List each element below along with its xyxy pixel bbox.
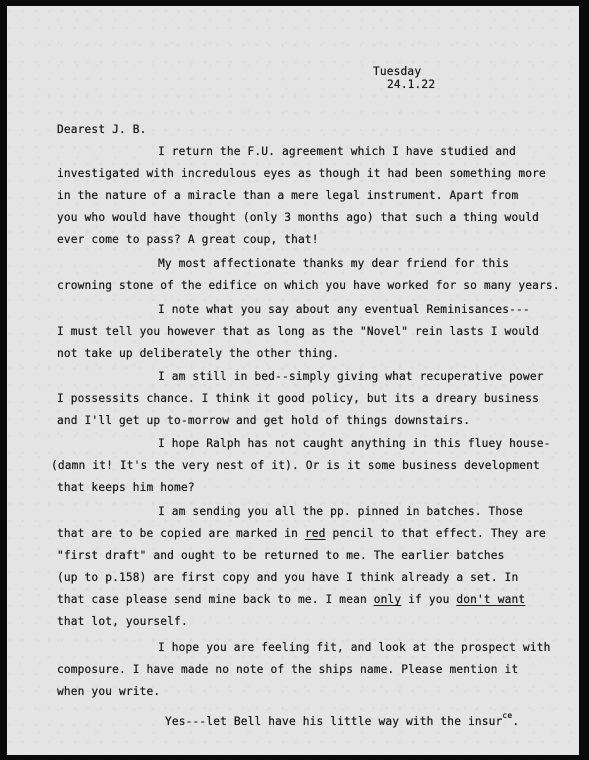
text-line-last: Yes---let Bell have his little way with the insur$^{ce}$. bbox=[165, 711, 520, 728]
date: 24.1.22 bbox=[387, 78, 436, 91]
text-line: investigated with incredulous eyes as though it had been something more bbox=[57, 167, 546, 180]
letter-page bbox=[7, 6, 579, 755]
text-line: when you write. bbox=[57, 685, 161, 698]
text-line: I must tell you however that as long as the "Novel" rein lasts I would bbox=[57, 325, 539, 338]
text-line: I am still in bed--simply giving what recuperative power bbox=[158, 370, 544, 383]
text-line: that lot, yourself. bbox=[57, 615, 188, 628]
text-line: I possessits chance. I think it good policy, but its a dreary business bbox=[57, 392, 539, 405]
text-line: I return the F.U. agreement which I have studied and bbox=[158, 145, 517, 158]
text-line: (damn it! It's the very nest of it). Or is it some business development bbox=[51, 459, 540, 472]
text-line: not take up deliberately the other thing. bbox=[57, 347, 340, 360]
underlined-dont-want: don't want bbox=[456, 593, 526, 606]
text-line: I hope Ralph has not caught anything in this fluey house- bbox=[158, 437, 551, 450]
salutation: Dearest J. B. bbox=[57, 123, 147, 136]
text-line: ever come to pass? A great coup, that! bbox=[57, 233, 319, 246]
text-line: (up to p.158) are first copy and you have I think already a set. In bbox=[57, 571, 519, 584]
text-line-red: that are to be copied are marked in red pencil to that effect. They are bbox=[57, 527, 546, 540]
text-line: in the nature of a miracle than a mere legal instrument. Apart from bbox=[57, 189, 519, 202]
superscript-ce: ce bbox=[502, 711, 513, 720]
text-line: My most affectionate thanks my dear friend for this bbox=[158, 257, 510, 270]
text-line: you who would have thought (only 3 months ago) that such a thing would bbox=[57, 211, 539, 224]
text-line: and I'll get up to-morrow and get hold of things downstairs. bbox=[57, 414, 471, 427]
date-day: Tuesday bbox=[373, 65, 422, 78]
text-line: composure. I have made no note of the ships name. Please mention it bbox=[57, 663, 519, 676]
text-line: I note what you say about any eventual Reminisances--- bbox=[158, 303, 530, 316]
underlined-red: red bbox=[304, 527, 326, 540]
text-line: I am sending you all the pp. pinned in batches. Those bbox=[158, 505, 523, 518]
text-line: crowning stone of the edifice on which you have worked for so many years. bbox=[57, 279, 560, 292]
text-line: I hope you are feeling fit, and look at the prospect with bbox=[158, 641, 551, 654]
underlined-only: only bbox=[373, 593, 402, 606]
text-line: "first draft" and ought to be returned to me. The earlier batches bbox=[57, 549, 505, 562]
text-line-only: that case please send mine back to me. I mean only if you don't want bbox=[57, 593, 526, 606]
text-line: that keeps him home? bbox=[57, 481, 195, 494]
